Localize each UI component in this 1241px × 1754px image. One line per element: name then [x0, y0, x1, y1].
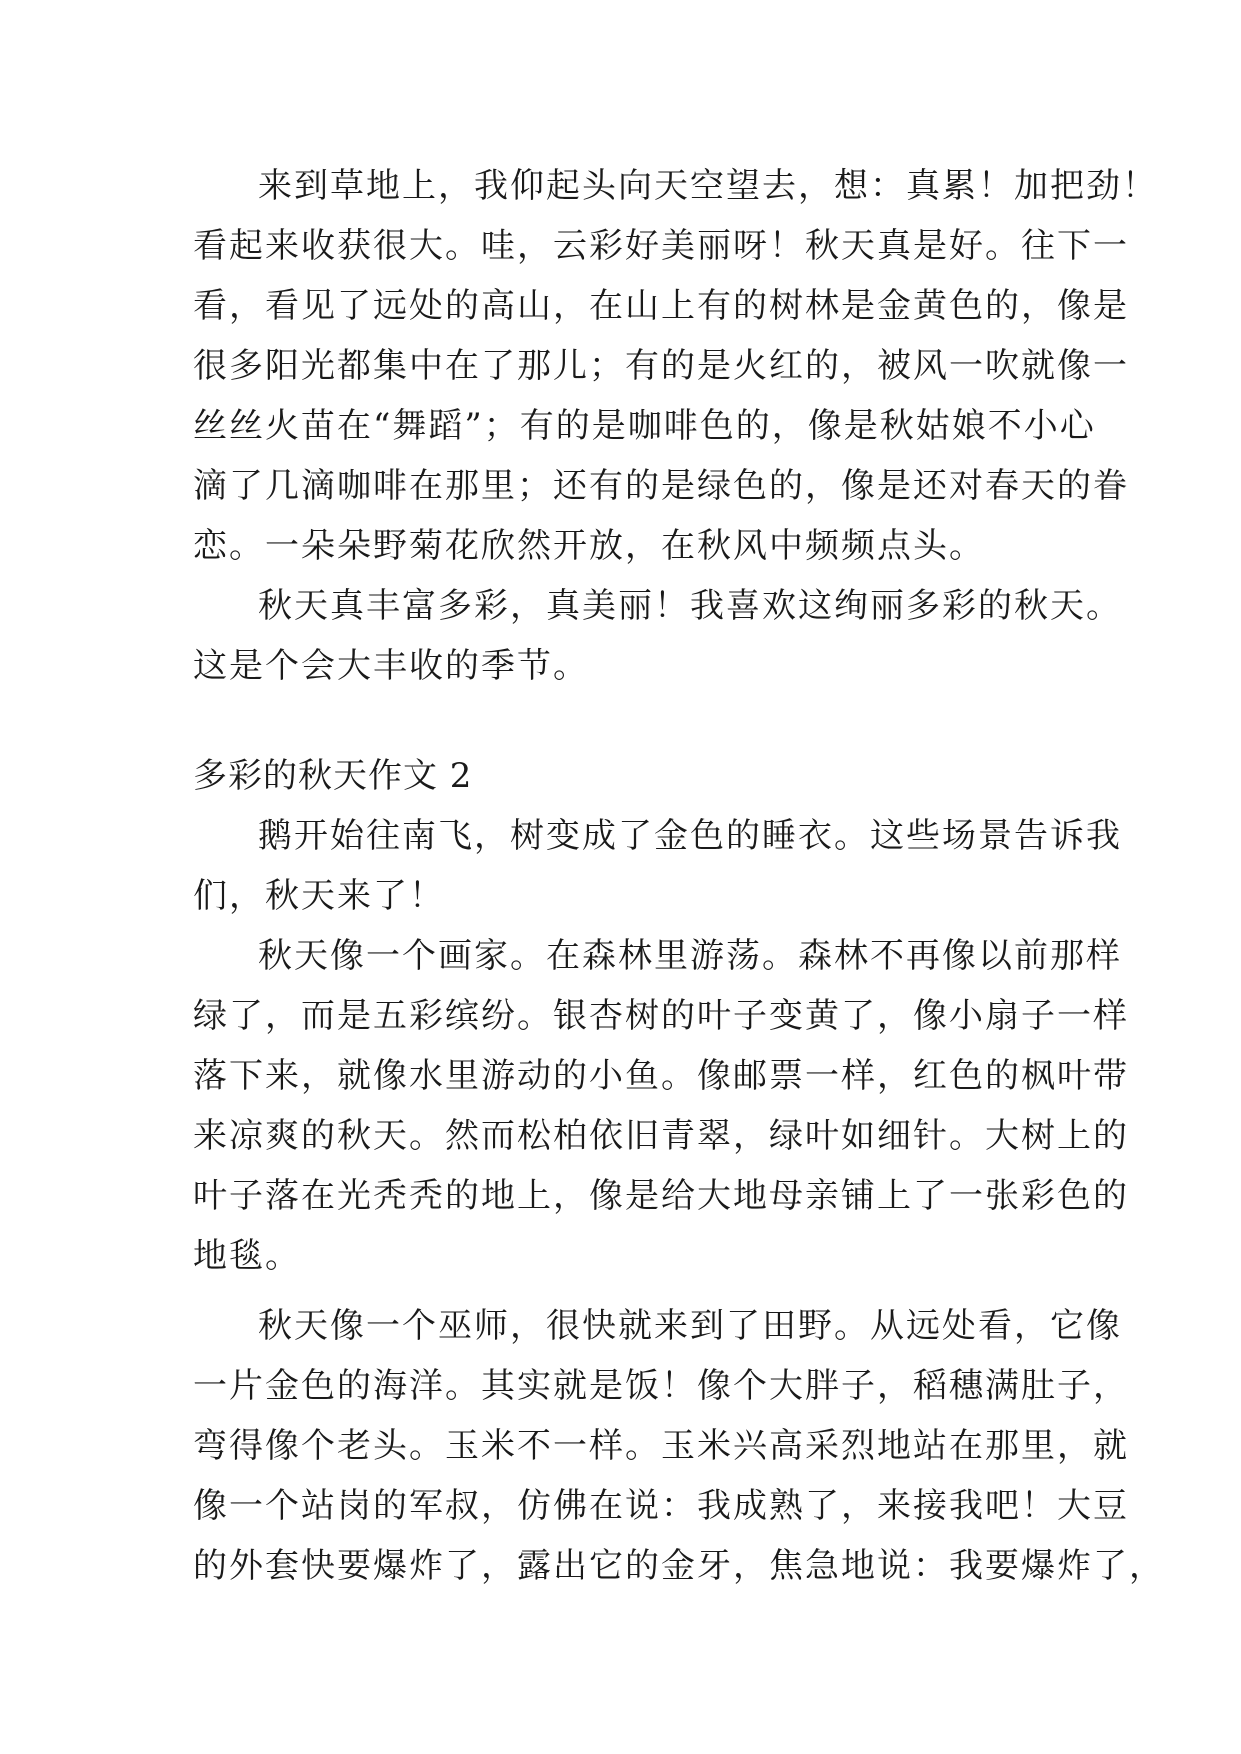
paragraph-line: 看起来收获很大。哇，云彩好美丽呀！秋天真是好。往下一 — [193, 226, 1129, 266]
paragraph-line: 看，看见了远处的高山，在山上有的树林是金黄色的，像是 — [193, 286, 1129, 326]
paragraph-line: 秋天真丰富多彩，真美丽！我喜欢这绚丽多彩的秋天。 — [258, 586, 1122, 626]
paragraph-line: 一片金色的海洋。其实就是饭！像个大胖子，稻穗满肚子， — [193, 1366, 1129, 1406]
paragraph-line: 绿了，而是五彩缤纷。银杏树的叶子变黄了，像小扇子一样 — [193, 996, 1129, 1036]
section-title: 多彩的秋天作文 2 — [193, 756, 473, 796]
paragraph-line: 来到草地上，我仰起头向天空望去，想：真累！加把劲！ — [258, 166, 1158, 206]
paragraph-line: 们，秋天来了！ — [193, 876, 445, 916]
paragraph-line: 恋。一朵朵野菊花欣然开放，在秋风中频频点头。 — [193, 526, 985, 566]
paragraph-line: 滴了几滴咖啡在那里；还有的是绿色的，像是还对春天的眷 — [193, 466, 1129, 506]
paragraph-line: 像一个站岗的军叔，仿佛在说：我成熟了，来接我吧！大豆 — [193, 1486, 1129, 1526]
paragraph-line: 很多阳光都集中在了那儿；有的是火红的，被风一吹就像一 — [193, 346, 1129, 386]
paragraph-line: 秋天像一个画家。在森林里游荡。森林不再像以前那样 — [258, 936, 1122, 976]
paragraph-line: 的外套快要爆炸了，露出它的金牙，焦急地说：我要爆炸了， — [193, 1546, 1165, 1586]
paragraph-line: 鹅开始往南飞，树变成了金色的睡衣。这些场景告诉我 — [258, 816, 1122, 856]
paragraph-line: 秋天像一个巫师，很快就来到了田野。从远处看，它像 — [258, 1306, 1122, 1346]
paragraph-line: 落下来，就像水里游动的小鱼。像邮票一样，红色的枫叶带 — [193, 1056, 1129, 1096]
paragraph-line: 地毯。 — [193, 1236, 301, 1276]
paragraph-line: 丝丝火苗在“舞蹈”；有的是咖啡色的，像是秋姑娘不小心 — [193, 406, 1096, 446]
paragraph-line: 这是个会大丰收的季节。 — [193, 646, 589, 686]
paragraph-line: 叶子落在光秃秃的地上，像是给大地母亲铺上了一张彩色的 — [193, 1176, 1129, 1216]
paragraph-line: 弯得像个老头。玉米不一样。玉米兴高采烈地站在那里，就 — [193, 1426, 1129, 1466]
paragraph-line: 来凉爽的秋天。然而松柏依旧青翠，绿叶如细针。大树上的 — [193, 1116, 1129, 1156]
